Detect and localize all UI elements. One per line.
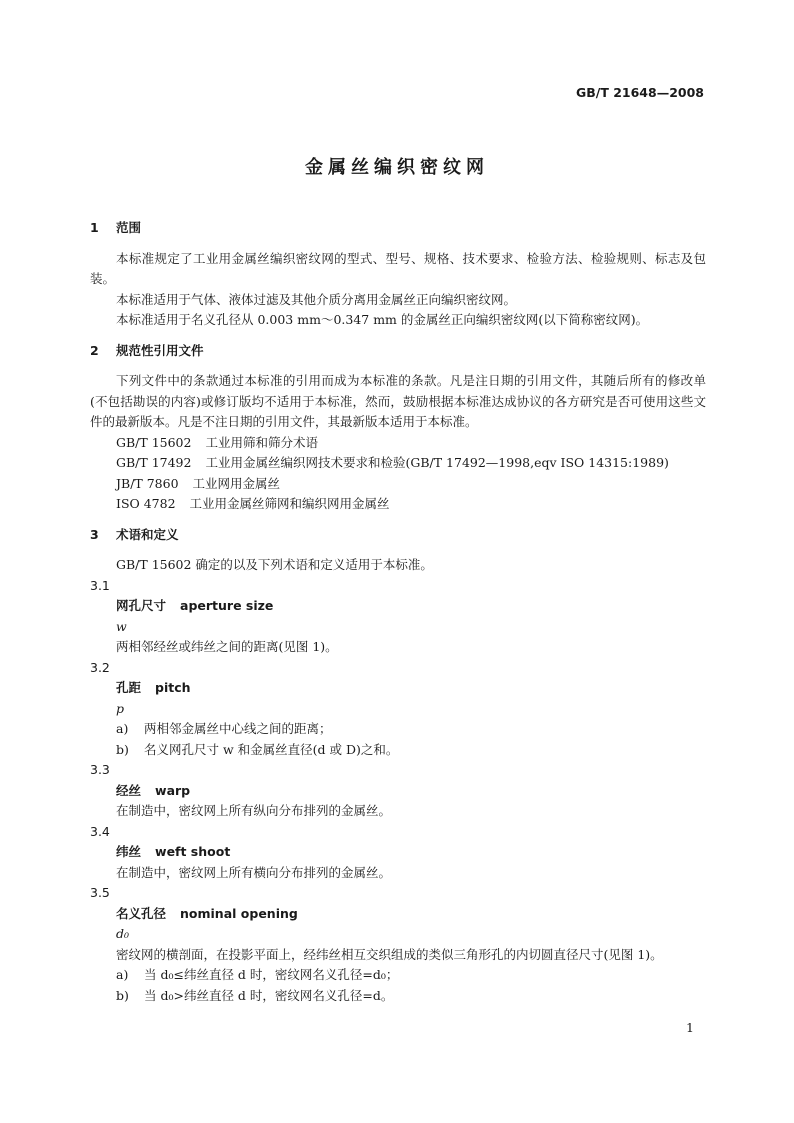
section-title: 术语和定义: [116, 526, 179, 542]
term-symbol: w: [116, 618, 127, 634]
reference-code: ISO 4782: [116, 496, 176, 511]
section-number: 3: [90, 526, 99, 542]
list-label: a): [116, 967, 129, 982]
section-3-heading: [90, 525, 706, 546]
term-heading: [90, 678, 706, 699]
clause-number: 3.3: [90, 762, 110, 777]
reference-code: GB/T 17492: [116, 455, 192, 470]
section-number: 1: [90, 220, 99, 235]
standard-number: GB/T 21648—2008: [575, 85, 704, 100]
term-en: aperture size: [180, 598, 274, 613]
list-label: a): [116, 721, 129, 736]
paragraph: 本标准适用于气体、液体过滤及其他介质分离用金属丝正向编织密纹网。: [116, 291, 517, 307]
clause-number: 3.4: [90, 823, 110, 839]
list-item: [90, 740, 706, 761]
paragraph: 本标准适用于名义孔径从 0.003 mm～0.347 mm 的金属丝正向编织密纹网(以下简称密纹网)。: [116, 312, 649, 327]
term-heading: [90, 596, 706, 617]
term-zh: 孔距: [116, 680, 142, 695]
term-zh: 网孔尺寸: [116, 598, 167, 613]
reference-item: [90, 453, 706, 474]
list-item: [90, 719, 706, 740]
clause-number: 3.1: [90, 577, 110, 593]
document-title: 金属丝编织密纹网: [305, 157, 489, 178]
term-definition: 在制造中，密纹网上所有横向分布排列的金属丝。: [116, 864, 392, 880]
reference-code: GB/T 15602: [116, 434, 192, 450]
term-symbol: p: [116, 700, 125, 716]
list-label: b): [116, 741, 129, 757]
term-zh: 纬丝: [116, 844, 142, 859]
reference-item: [90, 433, 706, 454]
term-en: nominal opening: [180, 905, 298, 921]
clause-number: 3.5: [90, 885, 110, 900]
clause-number: 3.2: [90, 659, 110, 675]
list-item: [90, 986, 706, 1007]
section-number: 2: [90, 342, 99, 358]
section-2-heading: [90, 341, 706, 362]
reference-title: 工业用金属丝编织网技术要求和检验(GB/T 17492—1998,eqv ISO 14315:1989): [205, 455, 669, 470]
term-heading: [90, 781, 706, 802]
page-number: 1: [686, 1020, 694, 1035]
list-text: 当 d₀>纬丝直径 d 时，密纹网名义孔径=d。: [144, 987, 394, 1003]
term-en: warp: [155, 782, 191, 798]
reference-item: [90, 474, 706, 495]
list-text: 两相邻金属丝中心线之间的距离；: [144, 721, 332, 736]
paragraph: GB/T 15602 确定的以及下列术语和定义适用于本标准。: [116, 557, 433, 572]
list-item: [90, 965, 706, 986]
reference-title: 工业网用金属丝: [192, 475, 281, 491]
list-text: 当 d₀≤纬丝直径 d 时，密纹网名义孔径=d₀；: [144, 967, 399, 982]
term-definition: 在制造中，密纹网上所有纵向分布排列的金属丝。: [116, 803, 392, 818]
term-definition: 两相邻经丝或纬丝之间的距离(见图 1)。: [116, 639, 338, 654]
list-text: 名义网孔尺寸 w 和金属丝直径(d 或 D)之和。: [144, 741, 399, 757]
reference-code: JB/T 7860: [116, 475, 179, 491]
term-zh: 经丝: [116, 782, 142, 798]
term-en: weft shoot: [155, 844, 231, 859]
reference-title: 工业用金属丝筛网和编织网用金属丝: [189, 496, 390, 511]
reference-item: [90, 494, 706, 515]
list-label: b): [116, 987, 129, 1003]
term-symbol: d₀: [116, 926, 130, 941]
paragraph: 本标准规定了工业用金属丝编织密纹网的型式、型号、规格、技术要求、检验方法、检验规则、标志及包装。: [90, 250, 706, 286]
section-title: 范围: [116, 220, 142, 235]
section-title: 规范性引用文件: [116, 342, 204, 358]
term-heading: [90, 904, 706, 925]
term-zh: 名义孔径: [116, 905, 167, 921]
section-1-heading: [90, 218, 706, 239]
term-en: pitch: [155, 680, 191, 695]
paragraph: 下列文件中的条款通过本标准的引用而成为本标准的条款。凡是注日期的引用文件，其随后所有的修改单(不包括勘误的内容)或修订版均不适用于本标准，然而，鼓励根据本标准达成协议的各方研究是否可使用这些文件的最新版本。凡是不注日期的引用文件，其最新版本适用于本标准。: [90, 373, 706, 429]
term-definition: 密纹网的横剖面，在投影平面上，经纬丝相互交织组成的类似三角形孔的内切圆直径尺寸(见图 1)。: [116, 946, 663, 962]
reference-title: 工业用筛和筛分术语: [205, 434, 318, 450]
term-heading: [90, 842, 706, 863]
document-body: [90, 218, 706, 1006]
